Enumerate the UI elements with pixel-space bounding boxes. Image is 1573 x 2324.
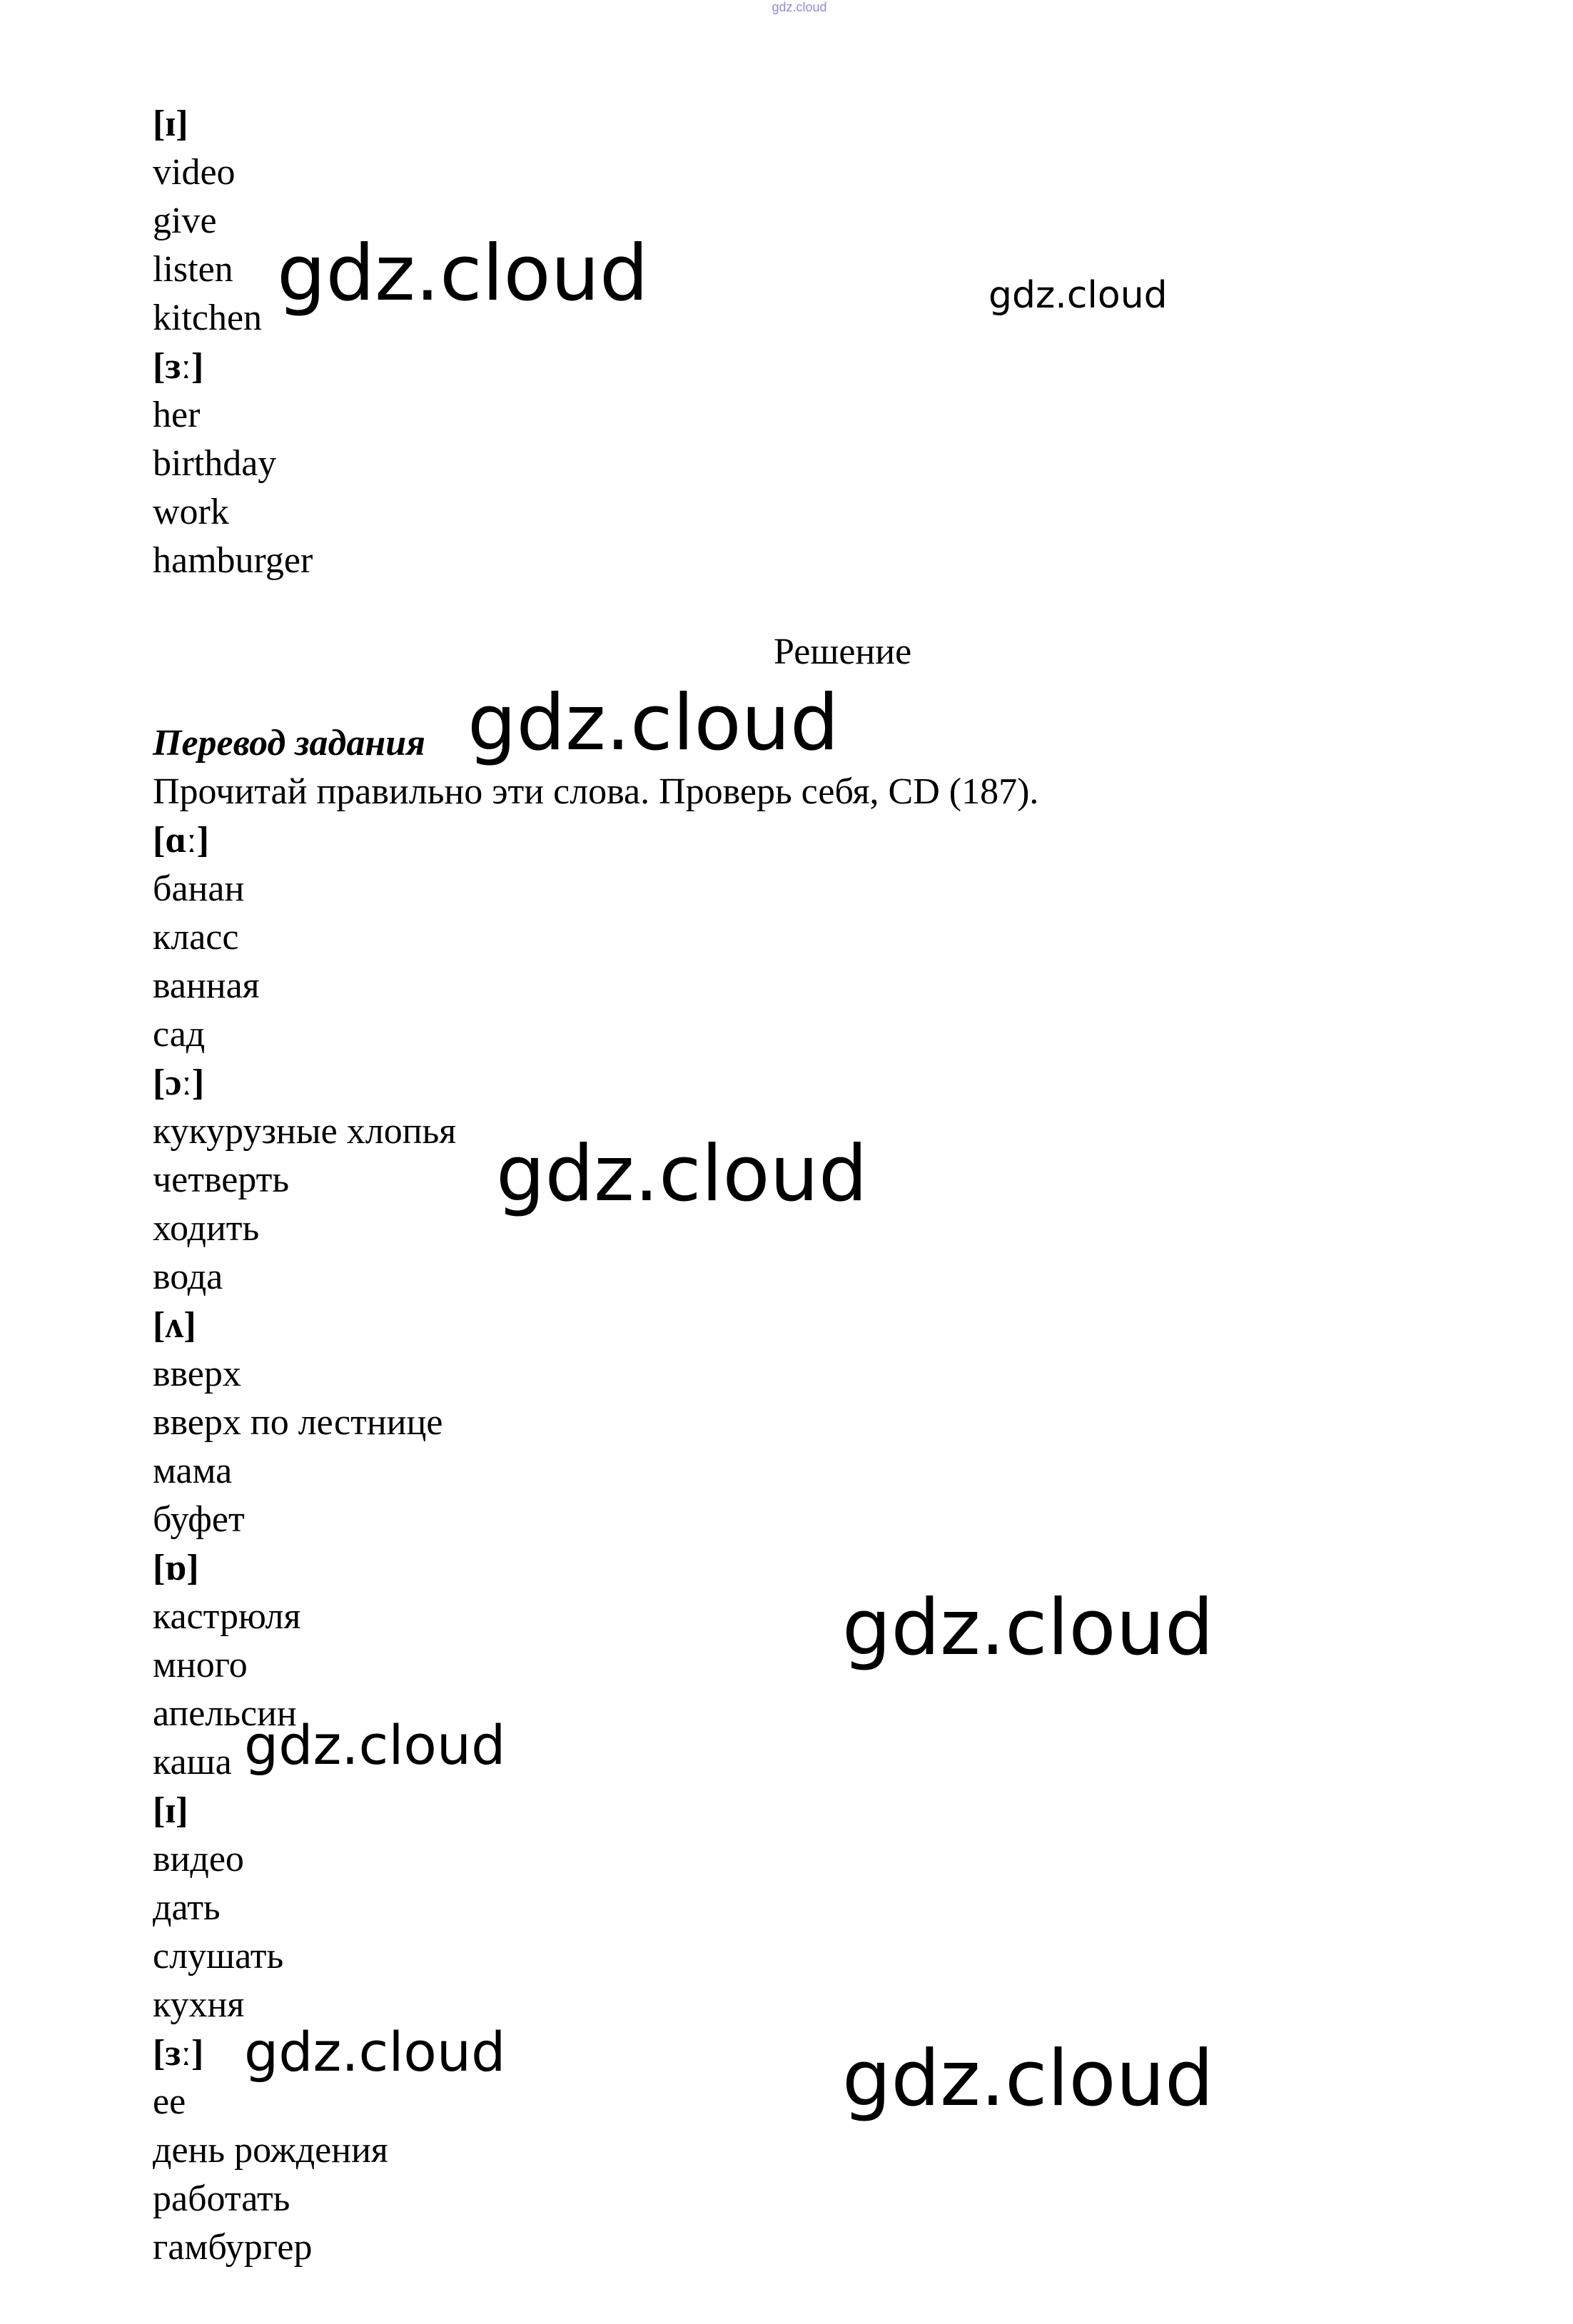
word: слушать xyxy=(153,1936,284,1977)
word: мама xyxy=(153,1451,233,1491)
phoneme-heading: [ɜː] xyxy=(153,2033,204,2074)
watermark: gdz.cloud xyxy=(277,229,649,318)
word: ходить xyxy=(153,1208,260,1249)
watermark: gdz.cloud xyxy=(496,1130,868,1219)
phoneme-heading: [ɪ] xyxy=(153,1790,188,1831)
word: birthday xyxy=(153,443,277,484)
word: сад xyxy=(153,1014,206,1055)
phoneme-heading: [ɜː] xyxy=(153,346,204,387)
watermark: gdz.cloud xyxy=(842,1583,1214,1673)
word: каша xyxy=(153,1742,232,1782)
word: четверть xyxy=(153,1160,290,1200)
word: класс xyxy=(153,917,239,958)
word: видео xyxy=(153,1839,244,1879)
word: кукурузные хлопья xyxy=(153,1111,457,1152)
word: апельсин xyxy=(153,1693,297,1734)
word: кухня xyxy=(153,1984,245,2025)
watermark: gdz.cloud xyxy=(988,274,1168,317)
word: hamburger xyxy=(153,540,313,581)
task-title: Перевод задания xyxy=(153,723,425,763)
word: her xyxy=(153,395,201,435)
word: банан xyxy=(153,868,245,909)
solution-heading: Решение xyxy=(774,631,912,672)
watermark: gdz.cloud xyxy=(244,2020,506,2084)
phoneme-heading: [ɒ] xyxy=(153,1548,199,1588)
word: ее xyxy=(153,2081,186,2122)
word: буфет xyxy=(153,1499,245,1540)
word: listen xyxy=(153,249,233,290)
word: video xyxy=(153,152,236,193)
word: ванная xyxy=(153,965,260,1006)
top-watermark: gdz.cloud xyxy=(772,0,827,14)
phoneme-heading: [ɑː] xyxy=(153,820,209,861)
watermark: gdz.cloud xyxy=(842,2034,1214,2123)
word: вверх xyxy=(153,1354,241,1394)
word: кастрюля xyxy=(153,1596,301,1637)
word: много xyxy=(153,1645,248,1685)
word: give xyxy=(153,201,217,241)
phoneme-heading: [ɪ] xyxy=(153,103,188,144)
word: работать xyxy=(153,2178,290,2219)
word: дать xyxy=(153,1887,221,1928)
word: вверх по лестнице xyxy=(153,1402,443,1443)
spacer xyxy=(153,585,1366,628)
word: вода xyxy=(153,1257,223,1297)
watermark: gdz.cloud xyxy=(467,679,839,768)
word: день рождения xyxy=(153,2130,388,2171)
word: гамбургер xyxy=(153,2227,313,2268)
word: work xyxy=(153,492,229,532)
watermark: gdz.cloud xyxy=(244,1713,506,1777)
phoneme-heading: [ʌ] xyxy=(153,1305,196,1346)
task-text: Прочитай правильно эти слова. Проверь себя, CD (187). xyxy=(153,771,1039,812)
phoneme-heading: [ɔː] xyxy=(153,1062,205,1103)
word: kitchen xyxy=(153,298,263,338)
